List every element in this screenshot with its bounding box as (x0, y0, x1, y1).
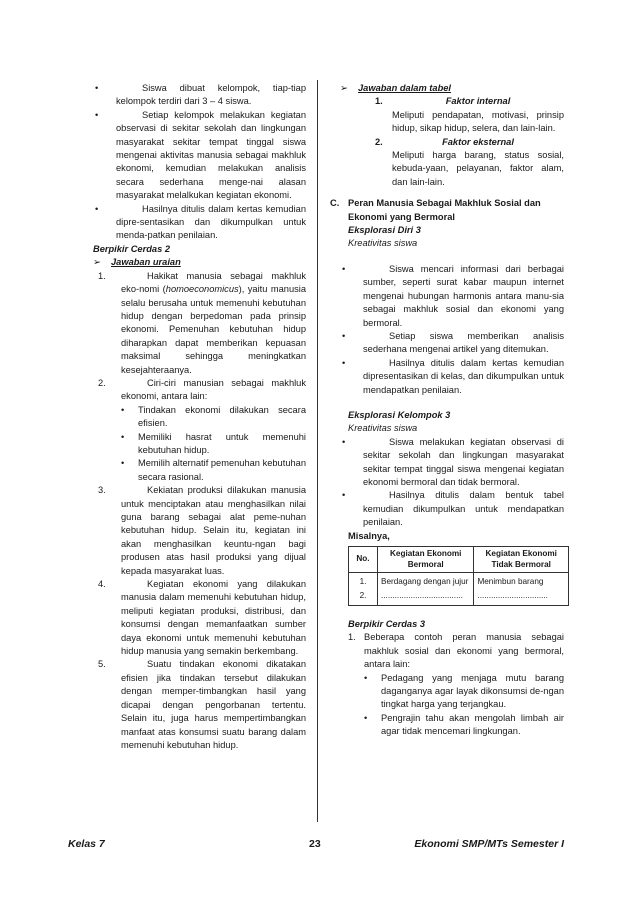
numbered-item: 1. Hakikat manusia sebagai makhluk eko-nomi (homoeconomicus), yaitu manusia selalu berusaha untuk memenuhi kebutuhan hidup dengan berpedoman pada prinsip ekonomi. Pemenuhan kebutuhan hidup diharapkan dapat memberikan kepuasan maksimal sehingga meningkatkan kesejahteraanya. (98, 270, 306, 375)
list-item: • Hasilnya ditulis dalam kertas kemudian dipresentasikan di kelas, dan dikumpulkan untuk mendapatkan penilaian. (342, 357, 564, 395)
sub-list-item: • Pengrajin tahu akan mengolah limbah air agar tidak mencemari lingkungan. (364, 712, 564, 737)
numbered-item: 1. Beberapa contoh peran manusia sebagai makhluk sosial dan ekonomi yang bermoral, antara lain: • Pedagang yang menjaga mutu barang daganganya agar layak dikonsumsi de-ngan tingkat harga yang terjangkau. • Pengrajin tahu akan mengolah limbah air agar tidak mencemari lingkungan. (348, 631, 564, 738)
footer-book-title: Ekonomi SMP/MTs Semester I (414, 838, 564, 850)
list-item: • Siswa dibuat kelompok, tiap-tiap kelompok terdiri dari 3 – 4 siswa. (95, 83, 306, 107)
numbered-item: 3. Kekiatan produksi dilakukan manusia untuk menciptakan atau menghasilkan nilai guna barang sebagai alat peme-nuhan kebutuhan hidup. Selain itu, kegiatan ini akan menghasilkan keuntu-ngan bagi produsen atas hasil produksi yang dijual kepada masyarakat luas. (98, 485, 306, 576)
numbered-item: 5. Suatu tindakan ekonomi dikatakan efisien jika tindakan tersebut dilakukan dengan memper-timbangkan hasil yang dicapai dengan pengorbanan tertentu. Selain itu, juga harus mempertimbangkan manfaat atas konsumsi suatu barang dalam memenuhi kebutuhan hidup. (98, 659, 306, 750)
numbered-item: 4. Kegiatan ekonomi yang dilakukan manusia dalam memenuhi kebutuhan hidup, meliputi kegiatan produksi, distribusi, dan konsumsi dengan memanfaatkan sumber daya ekonomi untuk memenuhi kebutuhan hidup manusia yang semakin berkembang. (98, 579, 306, 657)
left-column (93, 82, 306, 752)
bullet-icon: • (342, 357, 346, 368)
numbered-item: 2. Ciri-ciri manusian sebagai makhluk ekonomi, antara lain: • Tindakan ekonomi dilakukan secara efisien. • Memiliki hasrat untuk memenuhi kebutuhan hidup. • Memilih alternatif pemenuhan kebutuhan secara rasional. (98, 377, 306, 484)
section-heading: Berpikir Cerdas 2 (93, 243, 170, 254)
bullet-icon: • (342, 490, 346, 501)
bullet-icon: • (95, 109, 99, 120)
list-item: • Hasilnya ditulis dalam bentuk tabel kemudian dikumpulkan untuk mendapatkan penilaian. (342, 490, 564, 528)
bullet-icon: • (364, 712, 368, 723)
list-item: • Siswa mencari informasi dari berbagai sumber, seperti surat kabar maupun internet mengenai hubungan harmonis antara manu-sia sebagai makhluk sosial dan ekonomi yang bermoral. (342, 263, 564, 328)
table-header-row: No. Kegiatan Ekonomi Bermoral Kegiatan Ekonomi Tidak Bermoral (349, 547, 569, 573)
bullet-icon: • (95, 83, 99, 93)
sub-list-item: • Tindakan ekonomi dilakukan secara efisien. (121, 404, 306, 429)
example-label: Misalnya, (348, 530, 390, 541)
list-item: • Hasilnya ditulis dalam kertas kemudian dipre-sentasikan dan dikumpulkan untuk menda-patkan penilaian. (95, 203, 306, 241)
page-number: 23 (309, 838, 321, 850)
arrow-icon: ➢ (340, 83, 348, 93)
bullet-icon: • (121, 404, 125, 415)
column-divider (317, 80, 318, 822)
bullet-icon: • (121, 431, 125, 442)
list-item: • Siswa melakukan kegiatan observasi di sekitar sekolah dan lingkungan masyarakat sekitar tempat tinggal siswa mengenai kegiatan ekonomi bermoral dan tidak bermoral. (342, 436, 564, 487)
exploration-title: Eksplorasi Diri 3 (348, 225, 421, 236)
exploration-title: Eksplorasi Kelompok 3 (348, 409, 451, 420)
footer-class-label: Kelas 7 (68, 838, 105, 850)
list-item: • Setiap siswa memberikan analisis sederhana mengenai artikel yang ditemukan. (342, 330, 564, 355)
sub-list-item: • Pedagang yang menjaga mutu barang daganganya agar layak dikonsumsi de-ngan tingkat harga yang terjangkau. (364, 672, 564, 710)
bullet-icon: • (342, 330, 346, 341)
table-row: 1. 2. Berdagang dengan jujur .................................... Menimbun barang ............................... (349, 573, 569, 606)
example-table (348, 546, 569, 606)
bullet-icon: • (342, 263, 346, 274)
factor-item: 1. Faktor internal Meliputi pendapatan, motivasi, prinsip hidup, sikap hidup, selera, dan lain-lain. (375, 96, 564, 134)
section-heading: Berpikir Cerdas 3 (348, 619, 425, 629)
list-item: • Setiap kelompok melakukan kegiatan observasi di sekitar sekolah dan lingkungan masyarakat sekitar tempat tinggal siswa mengenai aktivitas manusia sebagai makhluk ekonomi, kemudian melakukan analisis secara sederhana menge-nai alasan masyarakat melalkukan kegiatan ekonomi. (95, 109, 306, 201)
sub-list-item: • Memilih alternatif pemenuhan kebutuhan secara rasional. (121, 458, 306, 482)
exploration-subtitle: Kreativitas siswa (348, 423, 418, 434)
exploration-subtitle: Kreativitas siswa (348, 238, 418, 249)
answer-type: ➢ Jawaban uraian (93, 256, 306, 269)
factor-item: 2. Faktor eksternal Meliputi harga barang, status sosial, kebuda-yaan, pelayanan, faktor alam, dan lain-lain. (375, 136, 564, 187)
arrow-icon: ➢ (93, 257, 101, 268)
bullet-icon: • (364, 672, 368, 683)
answer-type: ➢ Jawaban dalam tabel (340, 82, 564, 95)
sub-list-item: • Memiliki hasrat untuk memenuhi kebutuhan hidup. (121, 431, 306, 455)
bullet-icon: • (342, 436, 346, 447)
right-column (330, 82, 564, 739)
bullet-icon: • (95, 203, 99, 214)
bullet-icon: • (121, 458, 125, 469)
section-title: C. Peran Manusia Sebagai Makhluk Sosial dan Ekonomi yang Bermoral (330, 198, 541, 222)
